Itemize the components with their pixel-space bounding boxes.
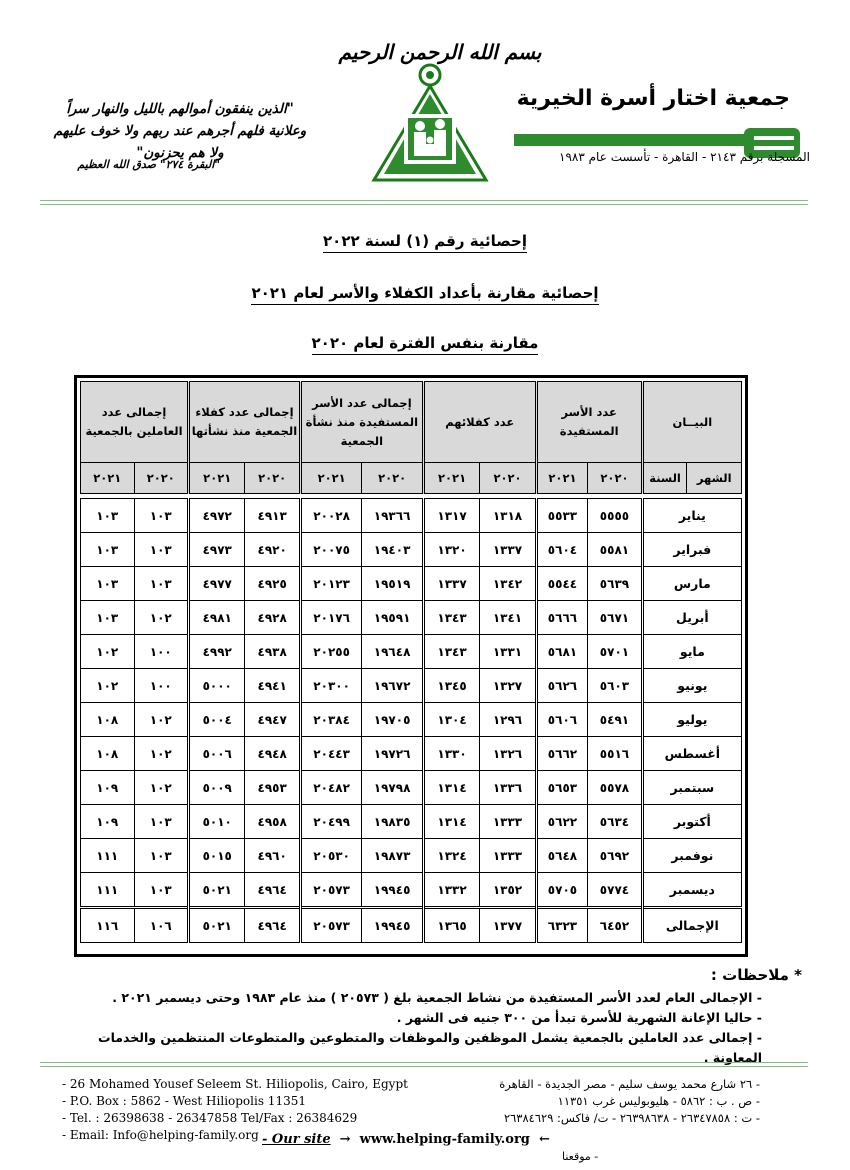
value-cell: ١٩٩٤٥ bbox=[362, 908, 423, 943]
value-cell: ٥٤٩١ bbox=[588, 703, 642, 737]
arrow-right-icon: → bbox=[335, 1132, 356, 1147]
value-cell: ١٣٣٢ bbox=[423, 873, 479, 908]
value-cell: ٥٦٩٢ bbox=[588, 839, 642, 873]
month-cell: سبتمبر bbox=[642, 771, 741, 805]
value-cell: ٤٩٤٧ bbox=[245, 703, 300, 737]
quran-verse: "الذين ينفقون أموالهم بالليل والنهار سراً وعلانية فلهم أجرهم عند ربهم ولا خوف عليهم ولا هم يحزنون" bbox=[53, 101, 307, 161]
value-cell: ٥٥١٦ bbox=[588, 737, 642, 771]
value-cell: ٢٠٢٥٥ bbox=[300, 635, 361, 669]
table-row bbox=[81, 703, 742, 737]
value-cell: ٥٦٠٣ bbox=[588, 669, 642, 703]
value-cell: ٥٦٦٦ bbox=[536, 601, 588, 635]
table-row bbox=[81, 499, 742, 533]
value-cell: ٥٠٢١ bbox=[189, 873, 245, 908]
site-label: - Our site bbox=[262, 1132, 331, 1147]
footer-divider-2 bbox=[40, 1066, 808, 1067]
value-cell: ٥٥٨١ bbox=[588, 533, 642, 567]
header-families: عدد الأسر المستفيدة bbox=[536, 382, 642, 463]
header-year-2021: ٢٠٢١ bbox=[300, 463, 361, 494]
comparison-title bbox=[0, 284, 850, 302]
value-cell: ١٠٣ bbox=[81, 499, 135, 533]
header-workers: إجمالى عدد العاملين بالجمعية bbox=[81, 382, 189, 463]
value-cell: ١٩٤٠٣ bbox=[362, 533, 423, 567]
value-cell: ١٠٢ bbox=[134, 601, 188, 635]
header-year-2020: ٢٠٢٠ bbox=[362, 463, 423, 494]
month-cell: مارس bbox=[642, 567, 741, 601]
header-year-2021: ٢٠٢١ bbox=[81, 463, 135, 494]
table-row bbox=[81, 567, 742, 601]
month-cell: يونيو bbox=[642, 669, 741, 703]
value-cell: ١٢٩٦ bbox=[480, 703, 536, 737]
value-cell: ١٠٢ bbox=[134, 737, 188, 771]
header-year-2021: ٢٠٢١ bbox=[536, 463, 588, 494]
value-cell: ٥٧٧٤ bbox=[588, 873, 642, 908]
value-cell: ١٠٣ bbox=[81, 567, 135, 601]
table-row bbox=[81, 533, 742, 567]
value-cell: ١٠٠ bbox=[134, 669, 188, 703]
value-cell: ١٠٢ bbox=[134, 771, 188, 805]
footer-address-ar: - ٢٦ شارع محمد يوسف سليم - مصر الجديدة - القاهرة bbox=[499, 1077, 760, 1091]
value-cell: ٤٩٢٨ bbox=[245, 601, 300, 635]
value-cell: ٢٠٠٢٨ bbox=[300, 499, 361, 533]
value-cell: ٤٩٩٢ bbox=[189, 635, 245, 669]
value-cell: ٥٥٣٣ bbox=[536, 499, 588, 533]
statistics-table bbox=[80, 381, 742, 943]
value-cell: ١٠٩ bbox=[81, 771, 135, 805]
value-cell: ١٠٣ bbox=[81, 533, 135, 567]
header-divider-2 bbox=[40, 204, 808, 205]
value-cell: ١١١ bbox=[81, 839, 135, 873]
header-year: السنة bbox=[642, 463, 687, 494]
value-cell: ١٣١٨ bbox=[480, 499, 536, 533]
note-item: - حاليا الإعانة الشهرية للأسرة تبدأ من ٣٠٠ جنيه فى الشهر . bbox=[396, 1010, 762, 1025]
value-cell: ٤٩٥٣ bbox=[245, 771, 300, 805]
value-cell: ٤٩١٣ bbox=[245, 499, 300, 533]
value-cell: ٦٣٢٣ bbox=[536, 908, 588, 943]
value-cell: ٥٠١٠ bbox=[189, 805, 245, 839]
value-cell: ٤٩٧٧ bbox=[189, 567, 245, 601]
header-year-2020: ٢٠٢٠ bbox=[480, 463, 536, 494]
value-cell: ١٣٦٥ bbox=[423, 908, 479, 943]
table-row bbox=[81, 839, 742, 873]
value-cell: ١٣٢٧ bbox=[480, 669, 536, 703]
period-title bbox=[0, 334, 850, 352]
value-cell: ١٣٢٠ bbox=[423, 533, 479, 567]
value-cell: ٥٦٥٣ bbox=[536, 771, 588, 805]
value-cell: ٥٠٠٤ bbox=[189, 703, 245, 737]
value-cell: ٥٦٧١ bbox=[588, 601, 642, 635]
footer-address: - 26 Mohamed Yousef Seleem St. Hiliopolis, Cairo, Egypt bbox=[62, 1077, 408, 1091]
value-cell: ١٣٣٧ bbox=[480, 533, 536, 567]
header-sponsors: عدد كفلائهم bbox=[423, 382, 536, 463]
organization-registration: المسجلة برقم ٢١٤٣ - القاهرة - تأسست عام ١٩٨٣ bbox=[559, 150, 810, 164]
value-cell: ٤٩٥٨ bbox=[245, 805, 300, 839]
value-cell: ١٠٣ bbox=[81, 601, 135, 635]
basmala: بسم الله الرحمن الرحيم bbox=[338, 40, 542, 64]
header-year-2021: ٢٠٢١ bbox=[423, 463, 479, 494]
value-cell: ٢٠٣٠٠ bbox=[300, 669, 361, 703]
month-cell: أغسطس bbox=[642, 737, 741, 771]
value-cell: ١٣٤٢ bbox=[480, 567, 536, 601]
value-cell: ١٩٨٣٥ bbox=[362, 805, 423, 839]
footer-po-box: - P.O. Box : 5862 - West Hiliopolis 11351 bbox=[62, 1094, 306, 1108]
value-cell: ٤٩٨١ bbox=[189, 601, 245, 635]
value-cell: ١٠٩ bbox=[81, 805, 135, 839]
value-cell: ٢٠٤٩٩ bbox=[300, 805, 361, 839]
value-cell: ٥٠٢١ bbox=[189, 908, 245, 943]
value-cell: ٢٠١٢٣ bbox=[300, 567, 361, 601]
value-cell: ٥٧٠٥ bbox=[536, 873, 588, 908]
value-cell: ٥٦٤٨ bbox=[536, 839, 588, 873]
value-cell: ١٣٣٣ bbox=[480, 805, 536, 839]
value-cell: ١٣٣١ bbox=[480, 635, 536, 669]
value-cell: ١٣٤٣ bbox=[423, 635, 479, 669]
note-item: - الإجمالى العام لعدد الأسر المستفيدة من نشاط الجمعية بلغ ( ٢٠٥٧٣ ) منذ عام ١٩٨٣ وحتى ديسمبر ٢٠٢١ . bbox=[112, 990, 762, 1005]
value-cell: ١٩٧٠٥ bbox=[362, 703, 423, 737]
arrow-left-icon: ← bbox=[534, 1132, 550, 1147]
value-cell: ١٠٢ bbox=[134, 703, 188, 737]
footer-divider bbox=[40, 1062, 808, 1063]
value-cell: ١٣٢٦ bbox=[480, 737, 536, 771]
value-cell: ٥٦٠٤ bbox=[536, 533, 588, 567]
footer-phone-ar: - ت : ٢٦٣٤٧٨٥٨ - ٢٦٣٩٨٦٣٨ - ت/ فاكس: ٢٦٣٨٤٦٢٩ bbox=[503, 1111, 760, 1125]
value-cell: ٥٧٠١ bbox=[588, 635, 642, 669]
value-cell: ١٠٣ bbox=[134, 499, 188, 533]
header-total-families: إجمالى عدد الأسر المستفيدة منذ نشأة الجمعية bbox=[300, 382, 423, 463]
value-cell: ٤٩٦٠ bbox=[245, 839, 300, 873]
value-cell: ١٩٨٧٣ bbox=[362, 839, 423, 873]
statistic-title bbox=[0, 232, 850, 250]
period-title-text: مقارنة بنفس الفترة لعام ٢٠٢٠ bbox=[312, 334, 539, 355]
value-cell: ١٣١٤ bbox=[423, 805, 479, 839]
table-row bbox=[81, 805, 742, 839]
value-cell: ٤٩٦٤ bbox=[245, 873, 300, 908]
value-cell: ١٣٧٧ bbox=[480, 908, 536, 943]
value-cell: ١٩٣٦٦ bbox=[362, 499, 423, 533]
value-cell: ١٣١٤ bbox=[423, 771, 479, 805]
site-label-ar: - موقعنا bbox=[562, 1150, 599, 1163]
value-cell: ٤٩٢٥ bbox=[245, 567, 300, 601]
verse-reference: "البقرة ٢٧٤" صدق الله العظيم bbox=[77, 158, 220, 171]
table-row bbox=[81, 669, 742, 703]
value-cell: ٥٥٧٨ bbox=[588, 771, 642, 805]
value-cell: ٢٠٥٧٣ bbox=[300, 873, 361, 908]
value-cell: ١٣٥٢ bbox=[480, 873, 536, 908]
note-item: - إجمالى عدد العاملين بالجمعية يشمل الموظفين والموظفات والمتطوعين والمتطوعات المنتظمين والخدمات المعاونة . bbox=[98, 1030, 762, 1065]
statistic-title-text: إحصائية رقم (١) لسنة ٢٠٢٢ bbox=[323, 232, 527, 253]
value-cell: ١١١ bbox=[81, 873, 135, 908]
header-total-sponsors: إجمالى عدد كفلاء الجمعية منذ نشأتها bbox=[189, 382, 301, 463]
value-cell: ١٩٩٤٥ bbox=[362, 873, 423, 908]
value-cell: ١٣٤١ bbox=[480, 601, 536, 635]
value-cell: ١٠٣ bbox=[134, 567, 188, 601]
value-cell: ٢٠٤٤٣ bbox=[300, 737, 361, 771]
comparison-title-text: إحصائية مقارنة بأعداد الكفلاء والأسر لعام ٢٠٢١ bbox=[251, 284, 598, 305]
value-cell: ١٣٤٥ bbox=[423, 669, 479, 703]
value-cell: ٢٠٠٧٥ bbox=[300, 533, 361, 567]
value-cell: ١٩٧٢٦ bbox=[362, 737, 423, 771]
value-cell: ١٣٢٤ bbox=[423, 839, 479, 873]
table-row bbox=[81, 737, 742, 771]
value-cell: ٥٠٠٩ bbox=[189, 771, 245, 805]
organization-name: جمعية اختار أسرة الخيرية bbox=[516, 86, 790, 111]
value-cell: ١٩٦٧٢ bbox=[362, 669, 423, 703]
value-cell: ١١٦ bbox=[81, 908, 135, 943]
header-year-2020: ٢٠٢٠ bbox=[134, 463, 188, 494]
statistics-table-frame bbox=[74, 375, 748, 957]
value-cell: ١٠٦ bbox=[134, 908, 188, 943]
month-cell: أكتوبر bbox=[642, 805, 741, 839]
value-cell: ١٠٣ bbox=[134, 805, 188, 839]
value-cell: ٢٠٥٧٣ bbox=[300, 908, 361, 943]
value-cell: ٥٦٠٦ bbox=[536, 703, 588, 737]
table-row bbox=[81, 601, 742, 635]
notes-title: * ملاحظات : bbox=[710, 966, 802, 984]
month-cell: نوفمبر bbox=[642, 839, 741, 873]
header-year-2021: ٢٠٢١ bbox=[189, 463, 245, 494]
table-total-row bbox=[81, 908, 742, 943]
header-item: البيــان bbox=[642, 382, 741, 463]
month-cell: فبراير bbox=[642, 533, 741, 567]
website-line bbox=[262, 1132, 550, 1147]
value-cell: ٤٩٣٨ bbox=[245, 635, 300, 669]
value-cell: ٥٠٠٦ bbox=[189, 737, 245, 771]
header-year-2020: ٢٠٢٠ bbox=[588, 463, 642, 494]
value-cell: ٥٦٢٢ bbox=[536, 805, 588, 839]
value-cell: ١٣٠٤ bbox=[423, 703, 479, 737]
value-cell: ٢٠٥٣٠ bbox=[300, 839, 361, 873]
value-cell: ١٠٣ bbox=[134, 839, 188, 873]
header-year-2020: ٢٠٢٠ bbox=[245, 463, 300, 494]
footer-email[interactable]: - Email: Info@helping-family.org bbox=[62, 1128, 259, 1142]
value-cell: ٤٩٦٤ bbox=[245, 908, 300, 943]
footer-arabic bbox=[499, 1076, 760, 1127]
value-cell: ٤٩٤١ bbox=[245, 669, 300, 703]
value-cell: ٥٠٠٠ bbox=[189, 669, 245, 703]
value-cell: ١٣٣٦ bbox=[480, 771, 536, 805]
header-month: الشهر bbox=[687, 463, 742, 494]
value-cell: ١٩٦٤٨ bbox=[362, 635, 423, 669]
value-cell: ١٠٠ bbox=[134, 635, 188, 669]
value-cell: ١٣٣٣ bbox=[480, 839, 536, 873]
table-row bbox=[81, 873, 742, 908]
month-cell: الإجمالى bbox=[642, 908, 741, 943]
month-cell: ديسمبر bbox=[642, 873, 741, 908]
value-cell: ١٩٥١٩ bbox=[362, 567, 423, 601]
month-cell: يناير bbox=[642, 499, 741, 533]
value-cell: ٥٥٥٥ bbox=[588, 499, 642, 533]
header-divider bbox=[40, 200, 808, 201]
notes-list bbox=[62, 988, 762, 1068]
value-cell: ٥٦٢٦ bbox=[536, 669, 588, 703]
value-cell: ١٩٥٩١ bbox=[362, 601, 423, 635]
footer-po-box-ar: - ص . ب : ٥٨٦٢ - هليوبوليس غرب ١١٣٥١ bbox=[557, 1094, 760, 1108]
value-cell: ١٣٣٧ bbox=[423, 567, 479, 601]
table-row bbox=[81, 635, 742, 669]
value-cell: ٤٩٢٠ bbox=[245, 533, 300, 567]
value-cell: ١٩٧٩٨ bbox=[362, 771, 423, 805]
value-cell: ٥٦٦٢ bbox=[536, 737, 588, 771]
organization-logo bbox=[370, 62, 490, 184]
value-cell: ١٠٢ bbox=[81, 635, 135, 669]
value-cell: ٢٠١٧٦ bbox=[300, 601, 361, 635]
value-cell: ١٣١٧ bbox=[423, 499, 479, 533]
value-cell: ١٣٤٣ bbox=[423, 601, 479, 635]
table-row bbox=[81, 771, 742, 805]
value-cell: ٥٥٤٤ bbox=[536, 567, 588, 601]
value-cell: ١٠٢ bbox=[81, 669, 135, 703]
value-cell: ٥٠١٥ bbox=[189, 839, 245, 873]
value-cell: ٤٩٤٨ bbox=[245, 737, 300, 771]
month-cell: أبريل bbox=[642, 601, 741, 635]
value-cell: ٢٠٣٨٤ bbox=[300, 703, 361, 737]
value-cell: ١٠٨ bbox=[81, 703, 135, 737]
month-cell: يوليو bbox=[642, 703, 741, 737]
value-cell: ٥٦٣٩ bbox=[588, 567, 642, 601]
footer-phone: - Tel. : 26398638 - 26347858 Tel/Fax : 26384629 bbox=[62, 1111, 358, 1125]
value-cell: ١٠٣ bbox=[134, 533, 188, 567]
month-cell: مايو bbox=[642, 635, 741, 669]
value-cell: ١٣٣٠ bbox=[423, 737, 479, 771]
value-cell: ١٠٨ bbox=[81, 737, 135, 771]
value-cell: ٤٩٧٢ bbox=[189, 499, 245, 533]
value-cell: ٢٠٤٨٢ bbox=[300, 771, 361, 805]
value-cell: ٥٦٣٤ bbox=[588, 805, 642, 839]
value-cell: ٦٤٥٢ bbox=[588, 908, 642, 943]
value-cell: ٤٩٧٣ bbox=[189, 533, 245, 567]
value-cell: ١٠٣ bbox=[134, 873, 188, 908]
value-cell: ٥٦٨١ bbox=[536, 635, 588, 669]
site-url[interactable]: www.helping-family.org bbox=[359, 1132, 530, 1147]
